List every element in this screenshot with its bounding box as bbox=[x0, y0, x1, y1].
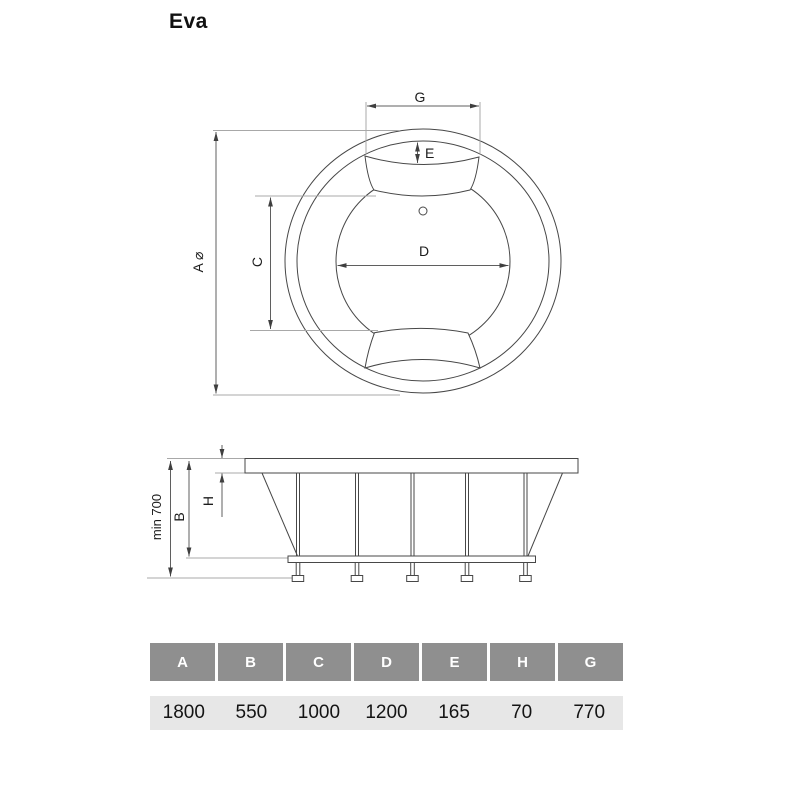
label-outer-diameter: A ⌀ bbox=[190, 251, 206, 273]
frame-legs bbox=[297, 473, 528, 556]
table-gap bbox=[150, 681, 623, 696]
header-cell-h: H bbox=[490, 643, 555, 681]
bathtub-top-view bbox=[190, 89, 561, 395]
feet bbox=[292, 563, 531, 582]
rim-profile bbox=[245, 459, 578, 474]
header-cell-a: A bbox=[150, 643, 215, 681]
label-body-height: B bbox=[171, 512, 187, 522]
value-cell-h: 70 bbox=[511, 702, 533, 723]
label-inner-span: C bbox=[249, 256, 265, 268]
drain-hole bbox=[419, 207, 427, 215]
label-headrest-depth: E bbox=[425, 145, 435, 161]
header-cell-g: G bbox=[558, 643, 623, 681]
label-headrest-width: G bbox=[414, 89, 426, 105]
frame-bar bbox=[288, 556, 536, 563]
header-cell-b: B bbox=[218, 643, 283, 681]
body-slope-left bbox=[262, 473, 298, 556]
value-cell-b: 550 bbox=[235, 702, 268, 723]
header-cell-e: E bbox=[422, 643, 487, 681]
dimensions-table-header bbox=[150, 643, 623, 681]
value-cell-e: 165 bbox=[438, 702, 470, 723]
headrest-bottom bbox=[365, 328, 480, 368]
label-basin-diameter: D bbox=[418, 243, 430, 259]
value-cell-a: 1800 bbox=[162, 702, 205, 723]
headrest-top bbox=[365, 156, 479, 196]
basin-circle bbox=[336, 175, 510, 349]
label-min-height: min 700 bbox=[149, 493, 164, 541]
bathtub-side-view bbox=[147, 445, 578, 582]
header-cell-d: D bbox=[354, 643, 419, 681]
value-cell-c: 1000 bbox=[297, 702, 341, 723]
value-cell-g: 770 bbox=[573, 702, 606, 723]
value-cell-d: 1200 bbox=[365, 702, 408, 723]
header-cell-c: C bbox=[286, 643, 351, 681]
model-title: Eva bbox=[169, 10, 208, 33]
dimensions-table bbox=[150, 643, 623, 730]
body-slope-right bbox=[528, 473, 563, 556]
dimensions-table-values bbox=[150, 696, 623, 730]
label-rim-height: H bbox=[200, 495, 216, 507]
